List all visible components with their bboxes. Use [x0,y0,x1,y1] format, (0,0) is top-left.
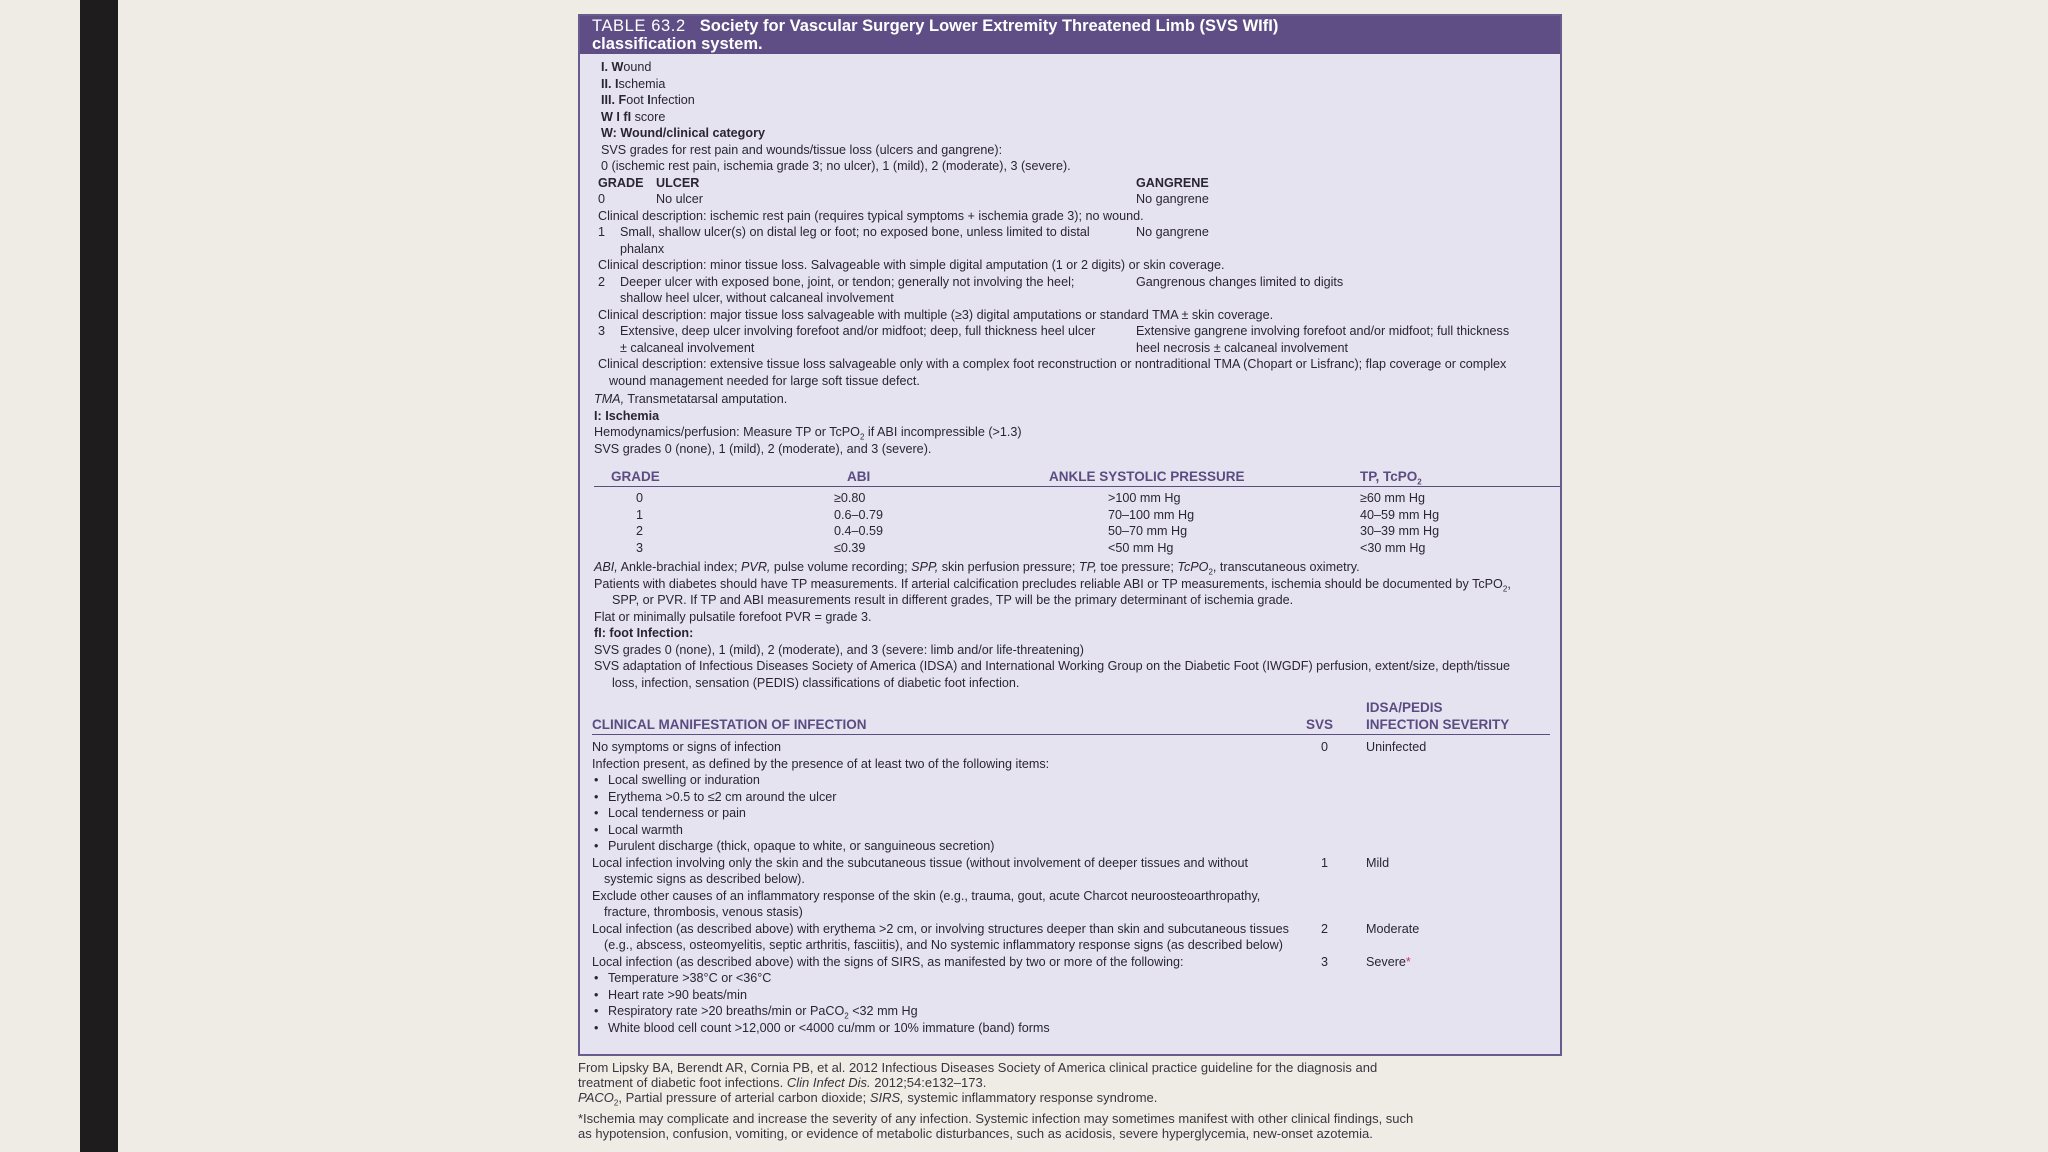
inf-col-svs: SVS [1306,717,1334,732]
inf-present: Infection present, as defined by the presence of at least two of the following items: [592,756,1050,771]
inf-moderate-2: (e.g., abscess, osteomyelitis, septic arthritis, fasciitis), and No systemic inflammatory response signs (as described below) [604,938,1283,952]
inf-none: No symptoms or signs of infection [592,740,781,754]
isch-row2-tp: 30–39 mm Hg [1360,524,1440,538]
ischemia-desc-2: SVS grades 0 (none), 1 (mild), 2 (moderate), and 3 (severe). [594,441,932,456]
g3-grade: 3 [598,324,606,338]
foot-infection-heading: fI: foot Infection: [594,626,694,640]
footnotes [578,1060,1568,1141]
g1-clinical: Clinical description: minor tissue loss. Salvageable with simple digital amputation (1 or 2 digits) or skin coverage. [598,258,1225,272]
isch-row1-asp: 70–100 mm Hg [1108,507,1195,522]
inf-bullet-2: • Erythema >0.5 to ≤2 cm around the ulcer [608,789,836,806]
g0-clinical: Clinical description: ischemic rest pain (requires typical symptoms + ischemia grade 3); no wound. [598,208,1144,223]
isch-row1-grade: 1 [636,507,644,522]
g0-grade: 0 [598,192,606,206]
isch-col-asp: ANKLE SYSTOLIC PRESSURE [1049,469,1245,484]
g0-ulcer: No ulcer [656,192,703,206]
intro-wound: I. Wound [601,60,652,74]
isch-row1-tp: 40–59 mm Hg [1360,507,1440,522]
inf-bullet-3: • Local tenderness or pain [608,805,746,822]
isch-header-rule [594,486,1560,487]
inf-moderate-1: Local infection (as described above) with erythema >2 cm, or involving structures deeper than skin and subcutaneous tissues [592,921,1289,936]
table-title-line2: classification system. [592,35,763,53]
intro-foot-infection: III. Foot Infection [601,93,695,107]
inf-moderate-svs: 2 [1321,921,1329,936]
inf-col-idsa-1: IDSA/PEDIS [1366,700,1443,715]
inf-severe-svs: 3 [1321,954,1329,969]
g1-ulcer-1: Small, shallow ulcer(s) on distal leg or foot; no exposed bone, unless limited to distal [620,225,1090,239]
inf-bullet-4: • Local warmth [608,822,683,839]
inf-local-severity: Mild [1366,855,1390,870]
isch-row1-abi: 0.6–0.79 [834,507,884,522]
inf-none-severity: Uninfected [1366,740,1427,754]
intro-wifi-score: W I fI score [601,109,666,124]
inf-local-1: Local infection involving only the skin and the subcutaneous tissue (without involvement of deeper tissues and without [592,855,1248,870]
inf-bullet-5: • Purulent discharge (thick, opaque to white, or sanguineous secretion) [608,838,994,855]
wound-desc-1: SVS grades for rest pain and wounds/tissue loss (ulcers and gangrene): [601,142,1003,157]
foot-desc-2-2: loss, infection, sensation (PEDIS) classifications of diabetic foot infection. [612,675,1020,690]
footnote-star-1: *Ischemia may complicate and increase the severity of any infection. Systemic infection may sometimes manifest with other clinical findings, such [578,1110,1414,1126]
isch-col-grade: GRADE [611,469,660,484]
isch-row3-asp: <50 mm Hg [1108,540,1174,555]
inf-col-clinical: CLINICAL MANIFESTATION OF INFECTION [592,717,867,732]
g1-gangrene: No gangrene [1136,225,1209,239]
isch-col-abi: ABI [847,469,871,484]
wound-col-gangrene: GANGRENE [1136,175,1209,190]
severe-footnote-star: * [1405,954,1411,969]
isch-row3-abi: ≤0.39 [834,540,866,555]
diabetes-note-1: Patients with diabetes should have TP measurements. If arterial calcification precludes reliable ABI or TP measurements, ischemia should be documented by TcPO$_2$, [594,576,1511,594]
inf-header-rule [592,734,1550,735]
isch-row3-grade: 3 [636,540,644,555]
footnote-source-2: treatment of diabetic foot infections. Clin Infect Dis. 2012;54:e132–173. [578,1075,987,1090]
diabetes-note-2: SPP, or PVR. If TP and ABI measurements result in different grades, TP will be the primary determinant of ischemia grade. [612,593,1294,607]
g2-clinical: Clinical description: major tissue loss salvageable with multiple (≥3) digital amputations or standard TMA ± skin coverage. [598,307,1274,322]
g2-ulcer-1: Deeper ulcer with exposed bone, joint, or tendon; generally not involving the heel; [620,274,1075,289]
table-title-line1: Society for Vascular Surgery Lower Extremity Threatened Limb (SVS WIfI) [699,17,1279,35]
sirs-bullet-4: • White blood cell count >12,000 or <4000 cu/mm or 10% immature (band) forms [608,1020,1050,1037]
ischemia-heading: I: Ischemia [594,408,660,423]
sirs-bullet-1: • Temperature >38°C or <36°C [608,970,771,987]
isch-row3-tp: <30 mm Hg [1360,540,1426,555]
inf-none-svs: 0 [1321,740,1329,754]
wound-col-ulcer: ULCER [656,175,700,190]
g3-ulcer-1: Extensive, deep ulcer involving forefoot and/or midfoot; deep, full thickness heel ulcer [620,324,1096,338]
foot-desc-2-1: SVS adaptation of Infectious Diseases Society of America (IDSA) and International Working Group on the Diabetic Foot (IWGDF) perfusion, extent/size, depth/tissue [594,659,1511,673]
left-dark-bar [80,0,118,1152]
inf-bullet-1: • Local swelling or induration [608,772,760,789]
sirs-bullet-3: • Respiratory rate >20 breaths/min or PaCO$_2$ <32 mm Hg [608,1003,918,1025]
g3-clinical-2: wound management needed for large soft tissue defect. [609,373,920,388]
isch-row2-abi: 0.4–0.59 [834,524,884,538]
g3-clinical-1: Clinical description: extensive tissue loss salvageable only with a complex foot reconstruction or nontraditional TMA (Chopart or Lisfranc); flap coverage or complex [598,357,1507,371]
wound-desc-2: 0 (ischemic rest pain, ischemia grade 3; no ulcer), 1 (mild), 2 (moderate), 3 (severe). [601,159,1071,173]
wound-col-grade: GRADE [598,175,644,190]
isch-row2-asp: 50–70 mm Hg [1108,524,1188,538]
isch-row0-abi: ≥0.80 [834,491,866,505]
flat-pvr-note: Flat or minimally pulsatile forefoot PVR = grade 3. [594,609,872,624]
g2-ulcer-2: shallow heel ulcer, without calcaneal involvement [620,291,894,305]
g2-gangrene: Gangrenous changes limited to digits [1136,274,1344,289]
inf-severe-severity: Severe* [1366,954,1411,969]
table-content [580,54,1560,1054]
inf-severe: Local infection (as described above) with the signs of SIRS, as manifested by two or more of the following: [592,954,1184,969]
inf-moderate-severity: Moderate [1366,921,1420,936]
inf-exclude-1: Exclude other causes of an inflammatory response of the skin (e.g., trauma, gout, acute Charcot neuroosteoarthropathy, [592,888,1261,903]
classification-table [578,14,1562,1056]
inf-local-2: systemic signs as described below). [604,872,805,886]
g3-gangrene-2: heel necrosis ± calcaneal involvement [1136,340,1349,355]
intro-ischemia: II. Ischemia [601,76,666,91]
isch-col-tp: TP, TcPO$_2$ [1360,469,1422,487]
inf-exclude-2: fracture, thrombosis, venous stasis) [604,905,803,919]
g3-ulcer-2: ± calcaneal involvement [620,340,755,355]
inf-col-idsa-2: INFECTION SEVERITY [1366,717,1510,732]
g1-ulcer-2: phalanx [620,241,665,256]
isch-row0-asp: >100 mm Hg [1108,491,1181,505]
g0-gangrene: No gangrene [1136,192,1209,206]
g3-gangrene-1: Extensive gangrene involving forefoot and/or midfoot; full thickness [1136,324,1510,338]
abbreviation-line: ABI, Ankle-brachial index; PVR, pulse volume recording; SPP, skin perfusion pressure; TP, toe pressure; TcPO$_2$, transcutaneous oximetry. [594,560,1360,577]
ischemia-desc-1: Hemodynamics/perfusion: Measure TP or TcPO$_2$ if ABI incompressible (>1.3) [594,425,1022,442]
isch-row0-tp: ≥60 mm Hg [1360,491,1425,505]
wound-heading: W: Wound/clinical category [601,126,765,140]
table-title [580,16,1560,54]
footnote-abbreviations: $PACO_2$, Partial pressure of arterial carbon dioxide; SIRS, systemic inflammatory response syndrome. [578,1090,1158,1108]
footnote-star-2: as hypotension, confusion, vomiting, or evidence of metabolic disturbances, such as acidosis, severe hyperglycemia, new-onset azotemia. [578,1125,1373,1141]
inf-local-svs: 1 [1321,855,1329,870]
tma-note: TMA, Transmetatarsal amputation. [594,392,788,406]
foot-desc-1: SVS grades 0 (none), 1 (mild), 2 (moderate), and 3 (severe: limb and/or life-threatening) [594,642,1084,657]
footnote-source-1: From Lipsky BA, Berendt AR, Cornia PB, et al. 2012 Infectious Diseases Society of America clinical practice guideline for the diagnosis and [578,1060,1378,1075]
g2-grade: 2 [598,274,606,289]
sirs-bullet-2: • Heart rate >90 beats/min [608,987,747,1004]
table-number: TABLE 63.2 [592,17,686,35]
isch-row0-grade: 0 [636,491,644,505]
isch-row2-grade: 2 [636,524,644,538]
g1-grade: 1 [598,225,606,239]
